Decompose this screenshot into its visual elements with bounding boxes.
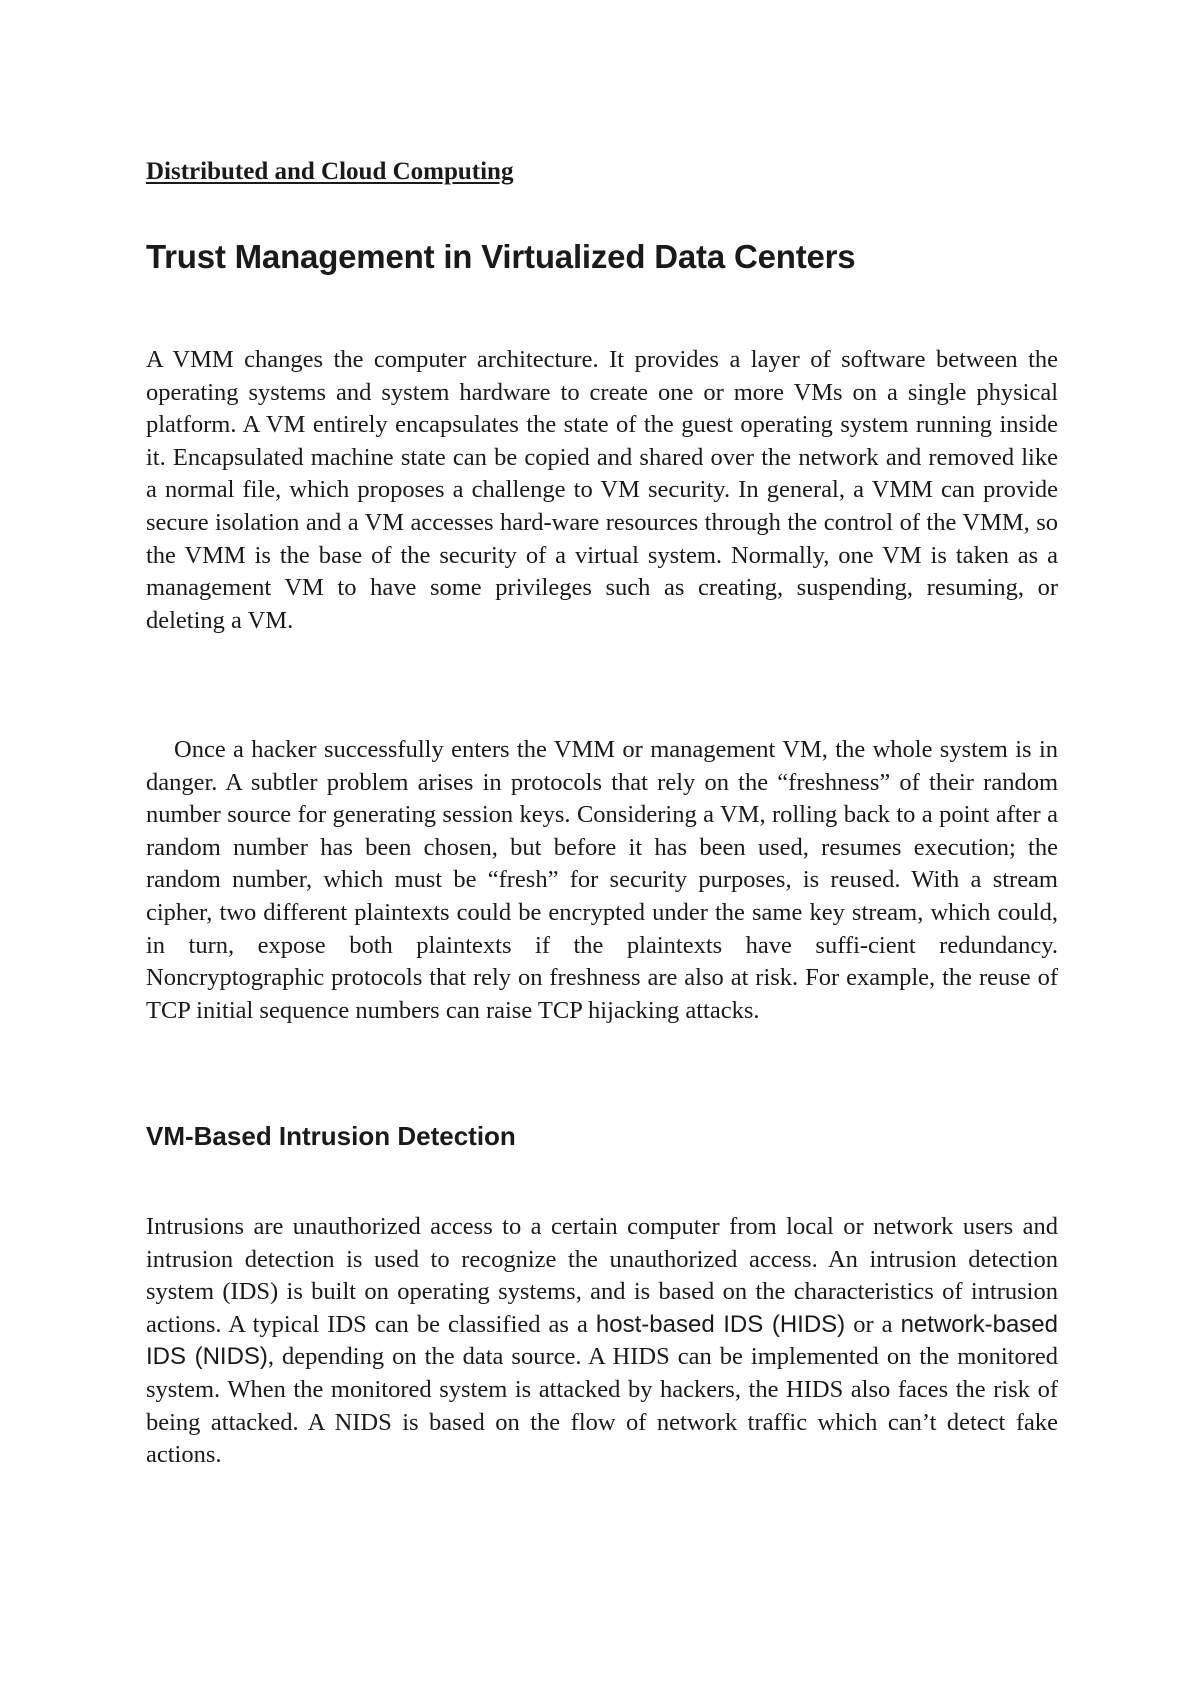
paragraph-text-part-1: Intrusions are unauthorized access to a certain computer from local or network users and intrusion detection is used to recognize the unauthorized access. An intrusion detection system (IDS) is built on operating systems, and is based on the characteristics of intrusion actions. A typical IDS can be classified as a (146, 1213, 1058, 1338)
paragraph-intrusion-detection (146, 1211, 1058, 1472)
term-host-based-ids: host-based IDS (HIDS) (595, 1310, 846, 1338)
paragraph-freshness-risk: Once a hacker successfully enters the VMM or management VM, the whole system is in danger. A subtler problem arises in protocols that rely on the “freshness” of their random number source for generating session keys. Considering a VM, rolling back to a point after a random number has been chosen, but before it has been used, resumes execution; the random number, which must be “fresh” for security purposes, is reused. With a stream cipher, two different plaintexts could be encrypted under the same key stream, which could, in turn, expose both plaintexts if the plaintexts have suffi-cient redundancy. Noncryptographic protocols that rely on freshness are also at risk. For example, the reuse of TCP initial sequence numbers can raise TCP hijacking attacks. (146, 736, 1058, 1024)
paragraph-text-part-2: or a (845, 1310, 901, 1338)
section-heading: VM-Based Intrusion Detection (146, 1121, 516, 1151)
paragraph-vmm-architecture: A VMM changes the computer architecture. It provides a layer of software between the operating systems and system hardware to create one or more VMs on a single physical platform. A VM entirely encapsulates the state of the guest operating system running inside it. Encapsulated machine state can be copied and shared over the network and removed like a normal file, which proposes a challenge to VM security. In general, a VMM can provide secure isolation and a VM accesses hard-ware resources through the control of the VMM, so the VMM is the base of the security of a virtual system. Normally, one VM is taken as a management VM to have some privileges such as creating, suspending, resuming, or deleting a VM. (146, 346, 1058, 634)
paragraph-text-part-3: , depending on the data source. A HIDS can be implemented on the monitored system. When the monitored system is attacked by hackers, the HIDS also faces the risk of being attacked. A NIDS is based on the flow of network traffic which can’t detect fake actions. (146, 1343, 1059, 1469)
page-title: Trust Management in Virtualized Data Centers (146, 238, 856, 275)
course-title: Distributed and Cloud Computing (146, 158, 514, 185)
term-network-based-ids: network-based IDS (NIDS) (146, 1310, 1058, 1371)
